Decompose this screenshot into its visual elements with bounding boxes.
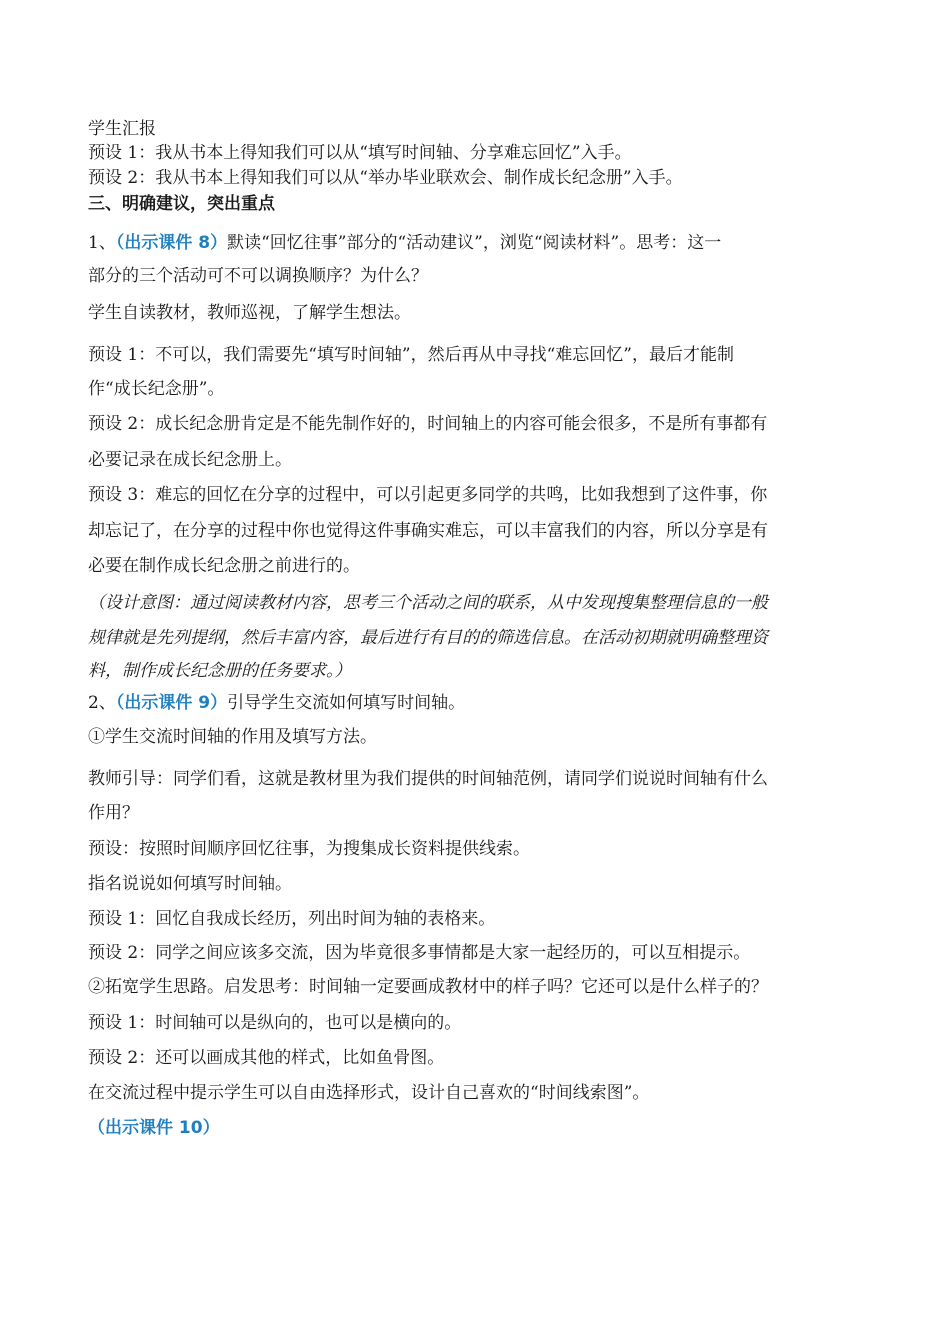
list-item: [88, 232, 721, 254]
text-line: 预设 2：我从书本上得知我们可以从“举办毕业联欢会、制作成长纪念册”入手。: [88, 168, 683, 188]
text-line: 预设 2：成长纪念册肯定是不能先制作好的，时间轴上的内容可能会很多，不是所有事都有: [88, 414, 768, 434]
text-line: 指名说说如何填写时间轴。: [88, 874, 292, 894]
item-text: 默读“回忆往事”部分的“活动建议”，浏览“阅读材料”。思考：这一: [227, 233, 722, 253]
text-line: 预设 1：我从书本上得知我们可以从“填写时间轴、分享难忘回忆”入手。: [88, 143, 632, 163]
text-line: ②拓宽学生思路。启发思考：时间轴一定要画成教材中的样子吗？它还可以是什么样子的？: [88, 977, 768, 997]
slide-tag: （出示课件 9）: [115, 693, 228, 713]
item-number: 1、: [88, 233, 116, 253]
text-line: 学生自读教材，教师巡视，了解学生想法。: [88, 303, 411, 323]
text-line: 必要在制作成长纪念册之前进行的。: [88, 556, 360, 576]
text-line: 预设 2：还可以画成其他的样式，比如鱼骨图。: [88, 1048, 445, 1068]
item-number: 2、: [88, 693, 116, 713]
text-line: 预设 1：不可以，我们需要先“填写时间轴”，然后再从中寻找“难忘回忆”，最后才能制: [88, 345, 734, 365]
text-line: ①学生交流时间轴的作用及填写方法。: [88, 727, 377, 747]
text-line: 部分的三个活动可不可以调换顺序？为什么？: [88, 266, 428, 286]
text-line: 作“成长纪念册”。: [88, 379, 225, 399]
design-intent: （设计意图：通过阅读教材内容，思考三个活动之间的联系，从中发现搜集整理信息的一般: [88, 593, 768, 613]
list-item: [88, 692, 465, 714]
text-line: 预设 3：难忘的回忆在分享的过程中，可以引起更多同学的共鸣，比如我想到了这件事，你: [88, 485, 768, 505]
text-line: 预设 2：同学之间应该多交流，因为毕竟很多事情都是大家一起经历的，可以互相提示。: [88, 943, 751, 963]
design-intent: 规律就是先列提纲，然后丰富内容，最后进行有目的的筛选信息。在活动初期就明确整理资: [88, 628, 768, 648]
item-text: 引导学生交流如何填写时间轴。: [227, 693, 466, 713]
slide-tag: （出示课件 8）: [115, 233, 228, 253]
text-line: 预设 1：回忆自我成长经历，列出时间为轴的表格来。: [88, 909, 496, 929]
text-line: 必要记录在成长纪念册上。: [88, 450, 292, 470]
text-line: 预设 1：时间轴可以是纵向的，也可以是横向的。: [88, 1013, 462, 1033]
text-line: 却忘记了，在分享的过程中你也觉得这件事确实难忘，可以丰富我们的内容，所以分享是有: [88, 521, 768, 541]
text-line: 学生汇报: [88, 119, 156, 139]
section-heading: 三、明确建议，突出重点: [88, 194, 275, 214]
slide-tag: （出示课件 10）: [88, 1118, 220, 1138]
text-line: 预设：按照时间顺序回忆往事，为搜集成长资料提供线索。: [88, 839, 530, 859]
text-line: 教师引导：同学们看，这就是教材里为我们提供的时间轴范例，请同学们说说时间轴有什么: [88, 769, 768, 789]
design-intent: 料，制作成长纪念册的任务要求。）: [88, 661, 352, 681]
text-line: 在交流过程中提示学生可以自由选择形式，设计自己喜欢的“时间线索图”。: [88, 1083, 650, 1103]
text-line: 作用？: [88, 803, 139, 823]
